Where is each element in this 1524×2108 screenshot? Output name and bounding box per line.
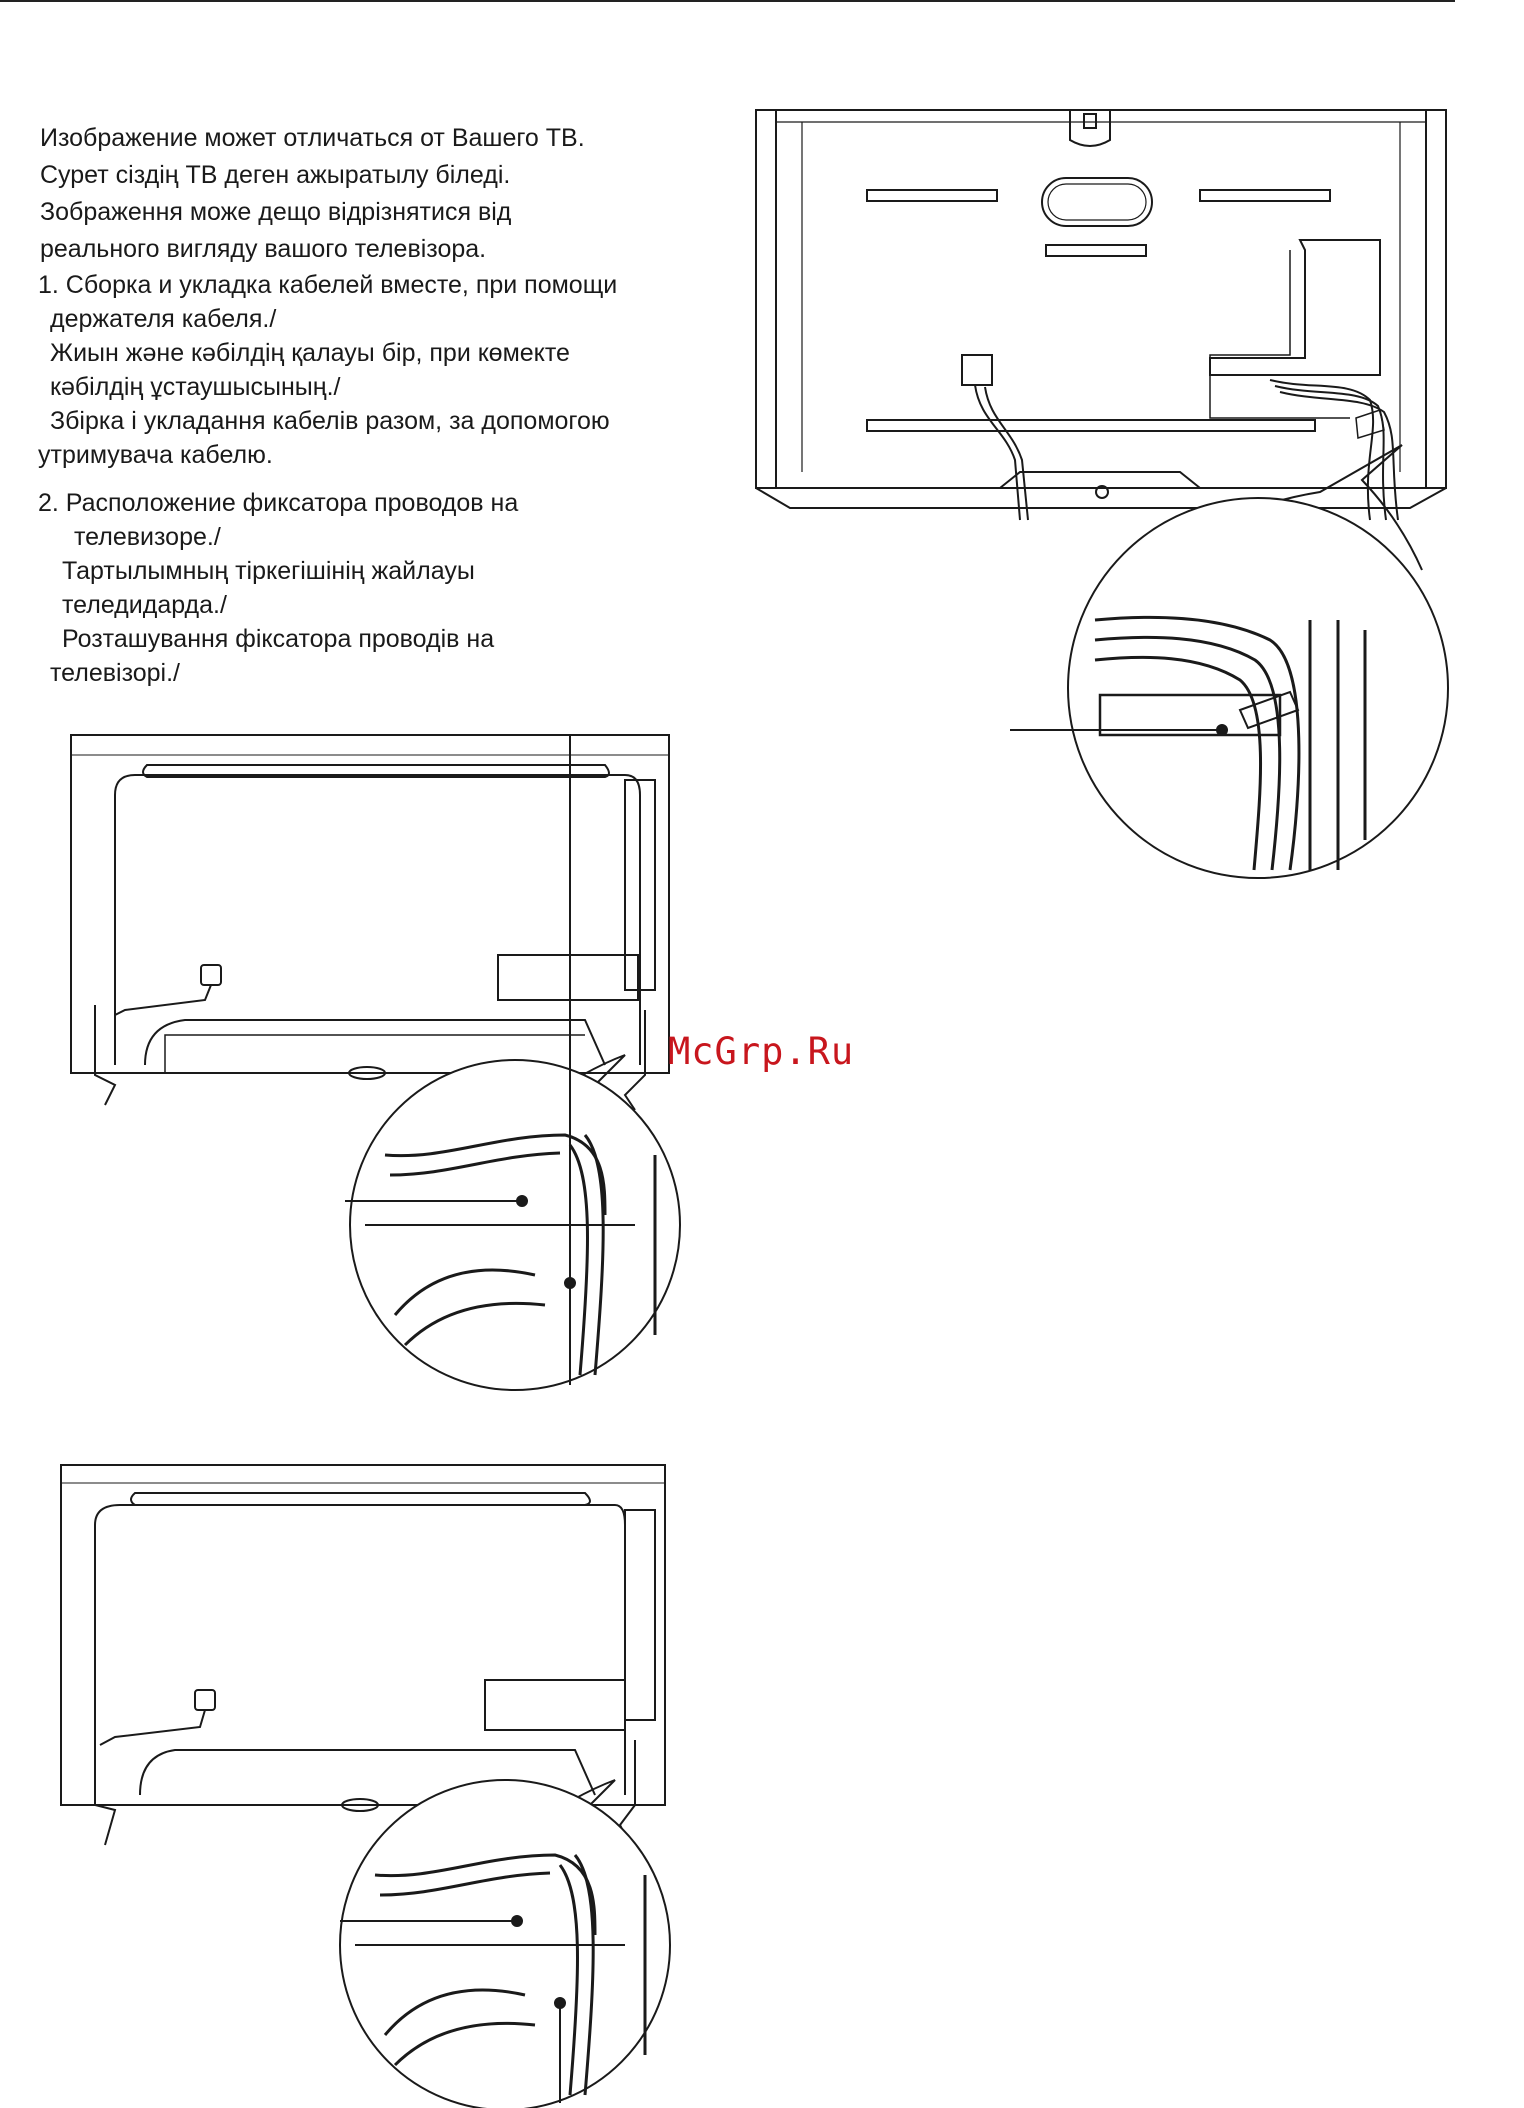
intro-line-ru: Изображение может отличаться от Вашего ТВ.: [40, 124, 585, 152]
instruction-steps: [38, 268, 738, 704]
power-cable: [985, 387, 1028, 520]
power-cable: [115, 985, 211, 1015]
stand-leg: [95, 1005, 115, 1105]
tv-rear-stand-figure-1: [65, 735, 685, 1395]
intro-note: [40, 120, 720, 268]
step-2-title-ru: 2. Расположение фиксатора проводов на: [38, 489, 519, 517]
back-cover: [115, 775, 640, 1065]
tv-rear-outline: [61, 1465, 665, 1805]
stand-leg: [625, 1010, 645, 1110]
mount-slot: [1200, 190, 1330, 201]
step-1-line: кәбілдің ұстаушысының./: [50, 373, 341, 401]
step-1: [38, 268, 738, 472]
cable-tie: [1356, 410, 1384, 438]
mount-slot: [867, 190, 997, 201]
power-cable: [975, 385, 1020, 520]
power-socket: [201, 965, 221, 985]
callout-dot: [565, 1278, 575, 1288]
step-1-line: утримувача кабелю.: [38, 441, 273, 469]
step-1-line: Збірка і укладання кабелів разом, за допомогою: [50, 407, 610, 435]
callout-dot: [555, 1998, 565, 2008]
step-1-title-ru: 1. Сборка и укладка кабелей вместе, при помощи: [38, 271, 618, 299]
side-panel: [625, 1510, 655, 1720]
callout-dot: [1217, 725, 1227, 735]
power-cable: [100, 1710, 205, 1745]
intro-line-ua: Зображення може дещо відрізнятися від: [40, 198, 512, 226]
watermark-text: McGrp.Ru: [668, 1030, 855, 1073]
step-2-line: телевізорі./: [50, 659, 181, 687]
callout-dot: [512, 1916, 522, 1926]
step-2-line: телевизоре./: [74, 523, 221, 551]
step-1-line: Жиын және кәбілдің қалауы бір, при көмекте: [50, 339, 570, 367]
step-2: [38, 486, 738, 690]
step-2-line: Розташування фіксатора проводів на: [62, 625, 495, 653]
connector-box: [498, 955, 638, 1000]
mount-slot: [1046, 245, 1146, 256]
stand-leg: [95, 1735, 115, 1845]
callout-dot: [517, 1196, 527, 1206]
step-2-line: Тартылымның тіркегішінің жайлауы: [62, 557, 475, 585]
header-rule: [0, 0, 1455, 2]
back-cover: [95, 1505, 625, 1795]
power-socket: [962, 355, 992, 385]
step-1-line: держателя кабеля./: [50, 305, 277, 333]
intro-line-kz: Сурет сіздің ТВ деген ажыратылу біледі.: [40, 161, 511, 189]
tv-rear-stand-figure-2: [55, 1465, 685, 2105]
top-bar: [131, 1493, 590, 1505]
tv-back-panel-figure: [750, 100, 1470, 880]
connector-box: [485, 1680, 625, 1730]
step-2-line: теледидарда./: [62, 591, 227, 619]
tv-rear-outline: [71, 735, 669, 1073]
intro-line-ua-cont: реального вигляду вашого телевізора.: [40, 235, 487, 263]
handle-oval-inner: [1048, 184, 1146, 220]
top-clip-slot: [1084, 114, 1096, 128]
power-socket: [195, 1690, 215, 1710]
mount-slot: [867, 420, 1315, 431]
stand-base: [145, 1020, 605, 1065]
